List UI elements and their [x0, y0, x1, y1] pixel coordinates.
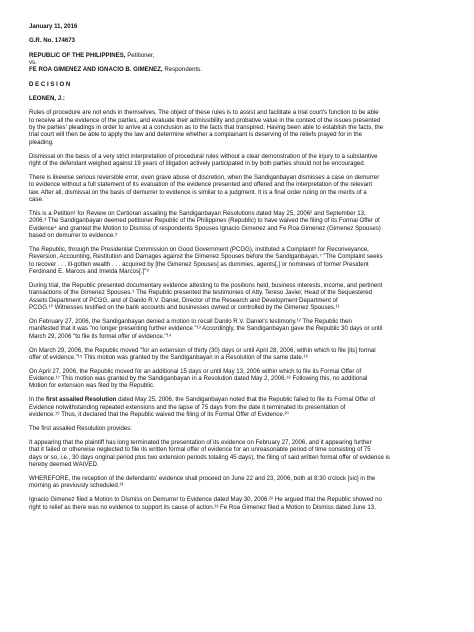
paragraph-line: During trial, the Republic presented documentary evidence attesting to the positions held, business interests, income, and pertinent: [29, 281, 383, 289]
petitioner-line: [29, 52, 452, 59]
paragraph-line: March 29, 2006 "to file its formal offer of evidence."¹⁴: [29, 332, 172, 340]
respondents-name: FE ROA GIMENEZ AND IGNACIO B. GIMENEZ,: [29, 66, 163, 74]
text-run: In the: [29, 396, 46, 404]
paragraph: [29, 368, 452, 390]
paragraph-line: On April 27, 2006, the Republic moved for an additional 15 days or until May 13, 2006 within which to file its Formal Offer of: [29, 367, 362, 375]
paragraph-line: This is a Petition¹ for Review on Certiorari assailing the Sandiganbayan Resolutions dated May 25, 2006² and September 13,: [29, 209, 366, 217]
paragraph-line: to receive all the evidence of the parties, and evaluate their admissibility and probative value in the context of the issues presented: [29, 116, 381, 124]
quoted-paragraph: [29, 475, 452, 490]
paragraph-line: On March 29, 2006, the Republic moved "for an extension of thirty (30) days or until April 28, 2006, within which to file [its] formal: [29, 346, 376, 354]
respondents-role: Respondents.: [162, 66, 202, 74]
paragraph-line: evidence.¹⁹ Thus, it declared that the Republic waived the filing of its Formal Offer of Evidence.²⁰: [29, 411, 289, 419]
decision-date: January 11, 2016: [29, 23, 78, 30]
paragraph-line: days or so, i.e., 30 days original period plus two extension periods totaling 45 days), the filing of said written formal offer of evidence is: [29, 453, 390, 461]
paragraph-line: right of the defendant weighed against 19 years of litigation actively participated in by both parties should not be encouraged.: [29, 160, 366, 168]
paragraph-line: Dismissal on the basis of a very strict interpretation of procedural rules without a clear demonstration of the injury to a substantive: [29, 152, 378, 160]
paragraph-line: case.: [29, 196, 44, 204]
ponente: LEONEN, J.:: [29, 95, 65, 103]
paragraph-line: Reversion, Accounting, Restitution and Damages against the Gimenez Spouses before the Sandiganbayan.⁷ "The Complaint seeks: [29, 253, 383, 261]
paragraph-line: trial court will then be able to apply the law and determine whether a complainant is deserving of the reliefs prayed for in the: [29, 131, 362, 139]
paragraph-line: Rules of procedure are not ends in themselves. The object of these rules is to assist and facilitate a trial court's function to be able: [29, 109, 379, 117]
paragraph-line: morning as previously scheduled.²¹: [29, 482, 124, 490]
paragraph-line: by the parties' pleadings in order to arrive at a conclusion as to the facts that transpired. Having been able to establish the facts, the: [29, 124, 384, 132]
paragraph: [29, 425, 452, 432]
paragraph-line: PCGG.¹⁰ Witnesses testified on the bank accounts and businesses owned or controlled by the Gimenez Spouses.¹¹: [29, 303, 340, 311]
decision-title: D E C I S I O N: [29, 80, 71, 88]
paragraph: [29, 109, 452, 146]
paragraph: [29, 153, 452, 168]
gr-number: G.R. No. 174673: [29, 37, 76, 45]
paragraph-line: manifested that it was "no longer presenting further evidence."¹³ Accordingly, the Sandiganbayan gave the Republic 30 days or until: [29, 325, 383, 333]
petitioner-name: REPUBLIC OF THE PHILIPPINES,: [29, 51, 126, 59]
paragraph: [29, 396, 452, 418]
paragraph-line: Ignacio Gimenez filed a Motion to Dismiss on Demurrer to Evidence dated May 30, 2006.²² He argued that the Republic showed no: [29, 496, 382, 504]
paragraph-line: that it failed or otherwise neglected to file its written formal offer of evidence for an unreasonable period of time consisting of 75: [29, 446, 371, 454]
paragraph-line: Motion for extension was filed by the Republic.: [29, 382, 155, 390]
petitioner-role: Petitioner,: [125, 51, 155, 59]
text-run: dated May 25, 2006, the Sandiganbayan noted that the Republic failed to file its Formal Offer of: [116, 396, 376, 404]
paragraph: [29, 318, 452, 340]
paragraph-line: to recover . . . ill-gotten wealth . . . acquired by [the Gimenez Spouses] as dummies, agents[,] or nominees of former President: [29, 260, 369, 268]
paragraph: [29, 246, 452, 275]
paragraph-line: Evidence.¹⁷ This motion was granted by the Sandiganbayan in a Resolution dated May 2, 2006.¹⁸ Following this, no additional: [29, 375, 368, 383]
paragraph-line: law. After all, dismissal on the basis of demurrer to evidence is similar to a judgment. It is a final order ruling on the merits of a: [29, 188, 367, 196]
paragraph-line: Assets Department of PCGG, and of Danilo R.V. Daniel, Director of the Research and Development Department of: [29, 296, 338, 304]
paragraph-line: 2006.³ The Sandiganbayan deemed petitioner Republic of the Philippines (Republic) to have waived the filing of its Formal Offer of: [29, 217, 380, 225]
paragraph-line: Evidence⁴ and granted the Motion to Dismiss of respondents Spouses Ignacio Gimenez and Fe Roa Gimenez (Gimenez Spouses): [29, 224, 381, 232]
paragraph: [29, 347, 452, 362]
paragraph: [29, 210, 452, 239]
paragraph-line: It appearing that the plaintiff has long terminated the presentation of its evidence on February 27, 2006, and it appearing further: [29, 438, 372, 446]
paragraph-line: to evidence without a full statement of its evaluation of the evidence presented and offered and the interpretation of the relevant: [29, 181, 373, 189]
paragraph-line: right to relief as there was no evidence to support its cause of action.²³ Fe Roa Gimenez filed a Motion to Dismiss dated June 13,: [29, 503, 376, 511]
paragraph-line: WHEREFORE, the reception of the defendants' evidence shall proceed on June 22 and 23, 2006, both at 8:30 o'clock [sic] in the: [29, 474, 376, 482]
paragraph-line: The Republic, through the Presidential Commission on Good Government (PCGG), instituted a Complaint⁶ for Reconveyance,: [29, 245, 369, 253]
paragraph: [29, 282, 452, 311]
emphasis-run: first assailed Resolution: [45, 396, 117, 404]
paragraph-line: Ferdinand E. Marcos and Imelda Marcos[.]"⁸: [29, 267, 149, 275]
paragraph-line: On February 27, 2006, the Sandiganbayan denied a motion to recall Danilo R.V. Daniel's testimony.¹² The Republic then: [29, 317, 352, 325]
paragraph-line: transactions of the Gimenez Spouses.⁹ The Republic presented the testimonies of Atty. Tereso Javier, Head of the Sequestered: [29, 289, 373, 297]
paragraph: [29, 496, 452, 511]
paragraph: [29, 174, 452, 203]
paragraph-line: based on demurrer to evidence.⁵: [29, 232, 118, 239]
respondents-line: [29, 66, 452, 73]
paragraph-line: There is likewise serious reversible error, even grave abuse of discretion, when the Sandiganbayan dismisses a case on demurrer: [29, 174, 380, 181]
quoted-paragraph: [29, 439, 452, 468]
paragraph-line: Evidence notwithstanding repeated extensions and the lapse of 75 days from the date it terminated its presentation of: [29, 403, 346, 411]
paragraph-line: The first assailed Resolution provides:: [29, 425, 132, 433]
paragraph-line: pleading.: [29, 138, 54, 146]
paragraph-line: hereby deemed WAIVED.: [29, 461, 99, 468]
versus-label: vs.: [29, 59, 37, 67]
paragraph-line: [29, 396, 452, 403]
paragraph-line: offer of evidence."¹⁵ This motion was granted by the Sandiganbayan in a Resolution of the same date.¹⁶: [29, 353, 308, 361]
